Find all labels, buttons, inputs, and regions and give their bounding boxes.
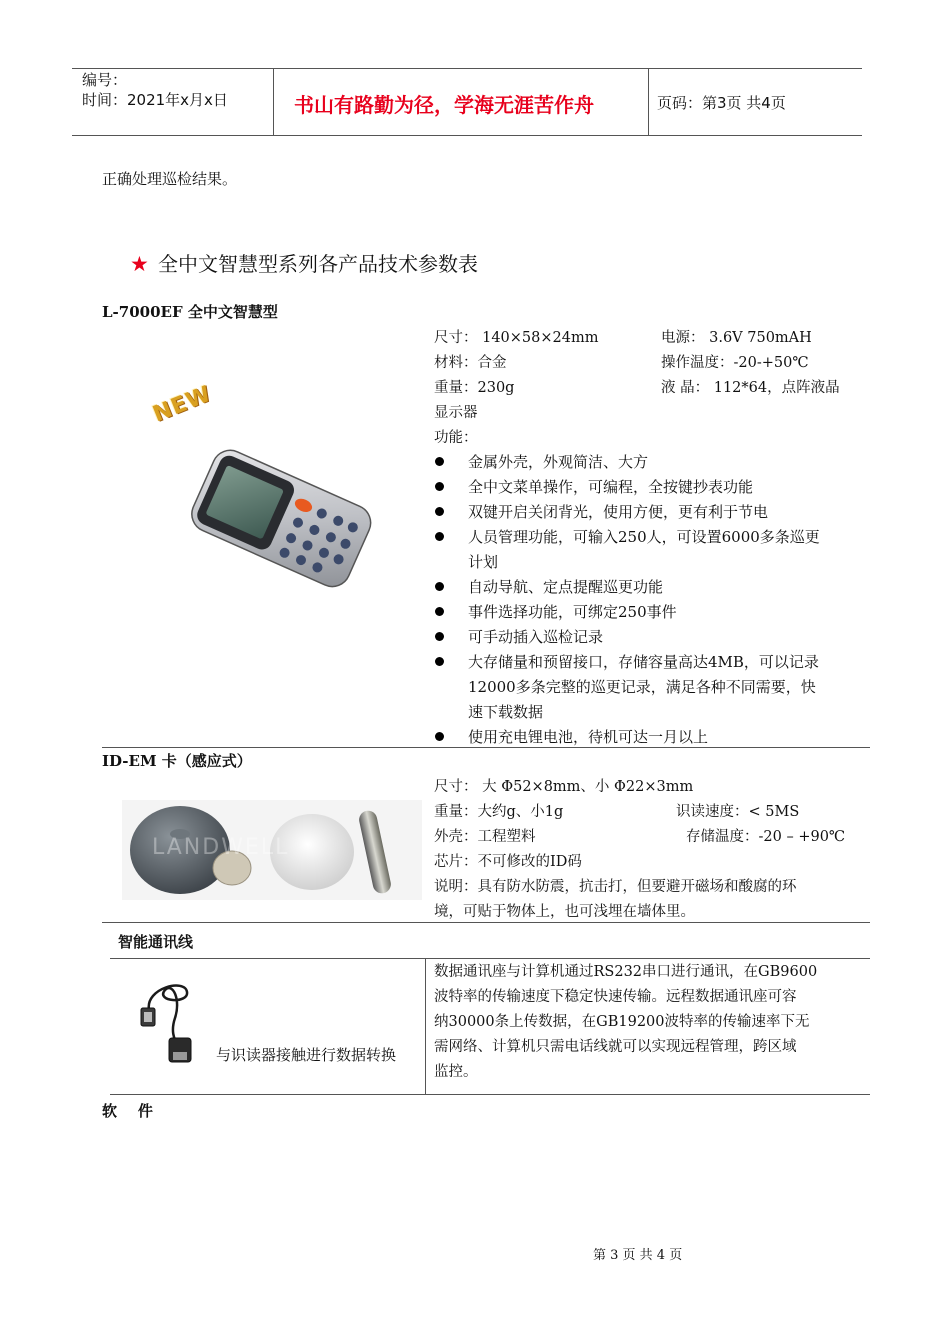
table-rule bbox=[110, 958, 870, 959]
star-icon: ★ bbox=[130, 252, 149, 276]
feature-item: 人员管理功能，可输入250人，可设置6000多条巡更 bbox=[468, 528, 820, 546]
card-spec-shell: 外壳：工程塑料 bbox=[434, 829, 536, 845]
feature-item-cont: 速下载数据 bbox=[468, 703, 544, 721]
cable-desc-line: 波特率的传输速度下稳定快速传输。远程数据通讯座可容 bbox=[434, 989, 797, 1005]
feature-item: 事件选择功能，可绑定250事件 bbox=[468, 603, 677, 621]
footer-page-number: 第 3 页 共 4 页 bbox=[593, 1248, 683, 1263]
communication-cable-image bbox=[135, 978, 225, 1068]
card-name: ID-EM 卡（感应式） bbox=[102, 752, 252, 770]
header-top-rule bbox=[72, 68, 862, 69]
feature-item: 使用充电锂电池，待机可达一月以上 bbox=[468, 728, 709, 746]
bullet-icon bbox=[435, 607, 444, 616]
new-badge: NEW bbox=[149, 381, 216, 428]
bullet-icon bbox=[435, 582, 444, 591]
reader-spec-lcd: 液 晶： 112*64，点阵液晶 bbox=[661, 380, 840, 396]
card-watermark: LANDWELL bbox=[152, 835, 290, 860]
intro-text: 正确处理巡检结果。 bbox=[102, 170, 238, 188]
card-spec-note: 说明：具有防水防震，抗击打，但要避开磁场和酸腐的环 bbox=[434, 879, 797, 895]
card-spec-speed: 识读速度：< 5MS bbox=[676, 804, 800, 820]
bullet-icon bbox=[435, 657, 444, 666]
reader-spec-lcd-cont: 显示器 bbox=[434, 405, 478, 421]
header-time: 时间：2021年x月x日 bbox=[82, 91, 228, 109]
header-motto: 书山有路勤为径，学海无涯苦作舟 bbox=[294, 93, 594, 117]
cable-caption: 与识读器接触进行数据转换 bbox=[216, 1046, 397, 1064]
feature-item-cont: 计划 bbox=[468, 553, 499, 571]
cable-desc-line: 监控。 bbox=[434, 1064, 478, 1080]
cable-column-divider bbox=[425, 958, 426, 1095]
card-spec-chip: 芯片：不可修改的ID码 bbox=[434, 854, 582, 870]
feature-item: 自动导航、定点提醒巡更功能 bbox=[468, 578, 664, 596]
reader-spec-size: 尺寸： 140×58×24mm bbox=[434, 330, 599, 346]
header-page-label: 页码：第3页 共4页 bbox=[657, 94, 786, 112]
card-spec-weight: 重量：大约g、小1g bbox=[434, 804, 564, 820]
card-spec-note-cont: 境，可贴于物体上，也可浅埋在墙体里。 bbox=[434, 904, 695, 920]
cable-desc-line: 数据通讯座与计算机通过RS232串口进行通讯，在GB9600 bbox=[434, 964, 818, 980]
cable-name: 智能通讯线 bbox=[118, 933, 194, 951]
header-divider-right bbox=[648, 68, 649, 136]
handheld-reader-image bbox=[172, 432, 377, 612]
id-card-image bbox=[122, 800, 422, 900]
section-title: 全中文智慧型系列各产品技术参数表 bbox=[158, 252, 478, 276]
feature-item: 全中文菜单操作，可编程，全按键抄表功能 bbox=[468, 478, 754, 496]
bullet-icon bbox=[435, 457, 444, 466]
header-divider-left bbox=[273, 68, 274, 136]
header-bottom-rule bbox=[72, 135, 862, 136]
reader-spec-weight: 重量：230g bbox=[434, 380, 515, 396]
card-spec-size: 尺寸： 大 Φ52×8mm、小 Φ22×3mm bbox=[434, 779, 694, 795]
bullet-icon bbox=[435, 482, 444, 491]
bullet-icon bbox=[435, 632, 444, 641]
feature-item-cont: 12000多条完整的巡更记录，满足各种不同需要，快 bbox=[468, 678, 816, 696]
reader-functions-label: 功能： bbox=[434, 430, 478, 446]
bullet-icon bbox=[435, 732, 444, 741]
table-rule bbox=[110, 1094, 870, 1095]
reader-spec-temp: 操作温度：-20-+50℃ bbox=[661, 355, 809, 371]
table-rule bbox=[102, 922, 870, 923]
header-serial: 编号： bbox=[82, 71, 128, 89]
feature-item: 可手动插入巡检记录 bbox=[468, 628, 604, 646]
bullet-icon bbox=[435, 507, 444, 516]
reader-spec-power: 电源： 3.6V 750mAH bbox=[661, 330, 812, 346]
cable-desc-line: 纳30000条上传数据，在GB19200波特率的传输速率下无 bbox=[434, 1014, 810, 1030]
feature-item: 金属外壳，外观简洁、大方 bbox=[468, 453, 649, 471]
software-name: 软 件 bbox=[102, 1102, 153, 1120]
bullet-icon bbox=[435, 532, 444, 541]
card-spec-storage: 存储温度：-20 – +90℃ bbox=[686, 829, 846, 845]
feature-item: 大存储量和预留接口，存储容量高达4MB，可以记录 bbox=[468, 653, 819, 671]
cable-desc-line: 需网络、计算机只需电话线就可以实现远程管理，跨区域 bbox=[434, 1039, 797, 1055]
table-rule bbox=[102, 747, 870, 748]
reader-spec-material: 材料：合金 bbox=[434, 355, 507, 371]
feature-item: 双键开启关闭背光，使用方便，更有利于节电 bbox=[468, 503, 769, 521]
reader-name: L-7000EF 全中文智慧型 bbox=[102, 303, 278, 321]
